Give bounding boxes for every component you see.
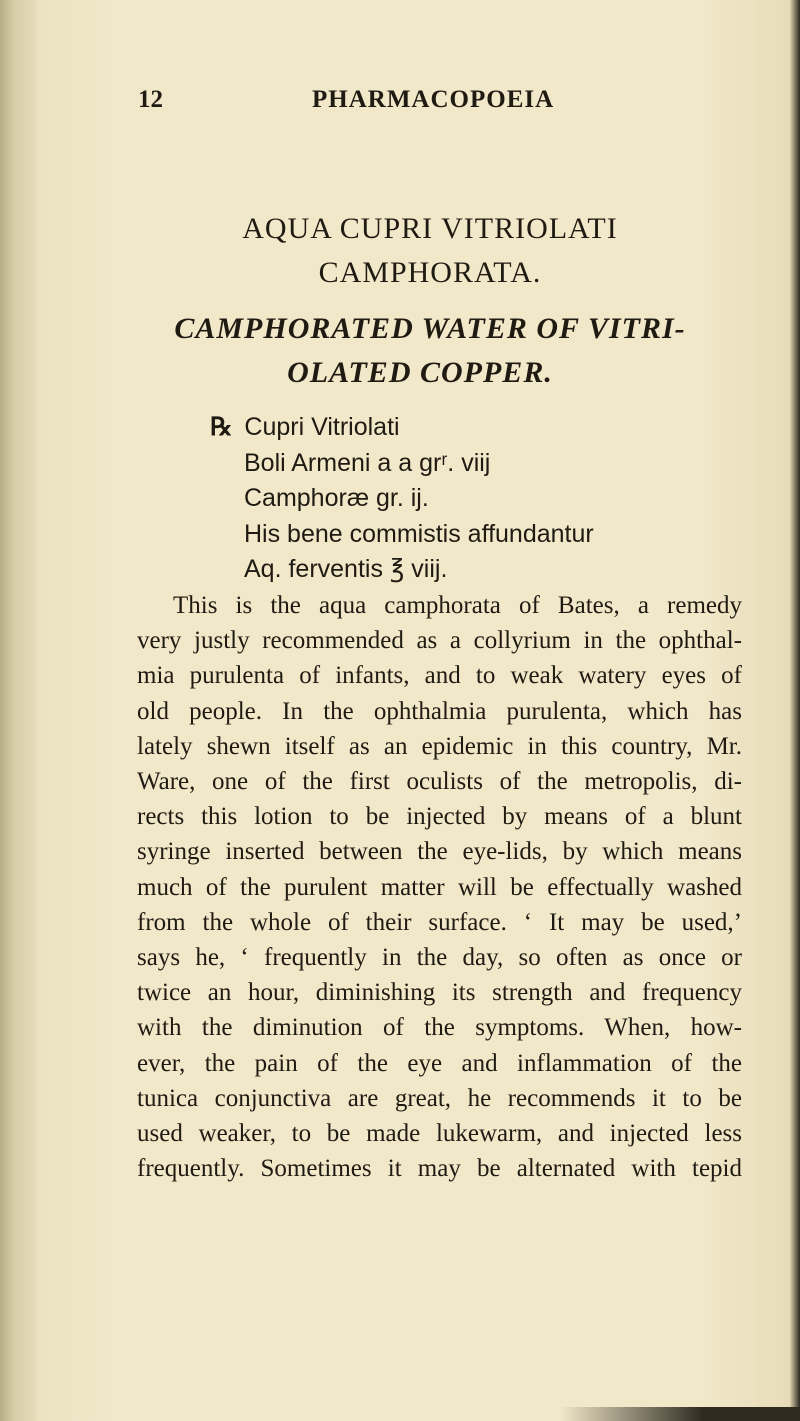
rx-symbol: ℞: [210, 414, 233, 441]
subtitle-line-1: CAMPHORATED WATER OF VITRI-: [174, 312, 686, 345]
recipe-line: Boli Armeni a a grʳ. viij: [244, 448, 491, 477]
body-line: frequently. Sometimes it may be alternated with tepid: [137, 1155, 742, 1183]
page-bottom-shadow: [560, 1407, 800, 1421]
page-header: [0, 86, 800, 126]
body-line: very justly recommended as a collyrium in the ophthal-: [137, 627, 742, 655]
recipe-block: [210, 410, 594, 588]
body-line: much of the purulent matter will be effectually washed: [137, 873, 742, 901]
recipe-text: Cupri Vitriolati: [244, 413, 400, 441]
recipe-line: [210, 410, 594, 446]
recipe-line: His bene commistis affundantur: [244, 519, 594, 548]
body-line: ever, the pain of the eye and inflammation of the: [137, 1049, 742, 1077]
body-line: tunica conjunctiva are great, he recommends it to be: [137, 1084, 742, 1112]
body-line: used weaker, to be made lukewarm, and injected less: [137, 1120, 742, 1148]
body-line: mia purulenta of infants, and to weak watery eyes of: [137, 662, 742, 690]
body-line: twice an hour, diminishing its strength and frequency: [137, 979, 742, 1007]
body-line: rects this lotion to be injected by means of a blunt: [137, 803, 742, 831]
body-line: old people. In the ophthalmia purulenta, which has: [137, 697, 742, 725]
subtitle-line-2: OLATED COPPER.: [287, 356, 553, 389]
page-number: 12: [138, 86, 163, 113]
body-line: syringe inserted between the eye-lids, by which means: [137, 838, 742, 866]
body-line: Ware, one of the first oculists of the metropolis, di-: [137, 768, 742, 796]
title-line-1: AQUA CUPRI VITRIOLATI: [242, 212, 618, 245]
body-line: lately shewn itself as an epidemic in this country, Mr.: [137, 732, 742, 760]
body-line: says he, ‘ frequently in the day, so often as once or: [137, 944, 742, 972]
body-line: with the diminution of the symptoms. When, how-: [137, 1014, 742, 1042]
body-paragraph: [137, 588, 742, 1186]
body-line: from the whole of their surface. ‘ It may be used,’: [137, 908, 742, 936]
recipe-line: Camphoræ gr. ij.: [244, 484, 429, 512]
body-line: This is the aqua camphorata of Bates, a remedy: [173, 592, 742, 619]
running-title: PHARMACOPOEIA: [312, 86, 555, 113]
title-line-2: CAMPHORATA.: [318, 256, 542, 289]
recipe-line: Aq. ferventis ℥ viij.: [244, 555, 448, 583]
